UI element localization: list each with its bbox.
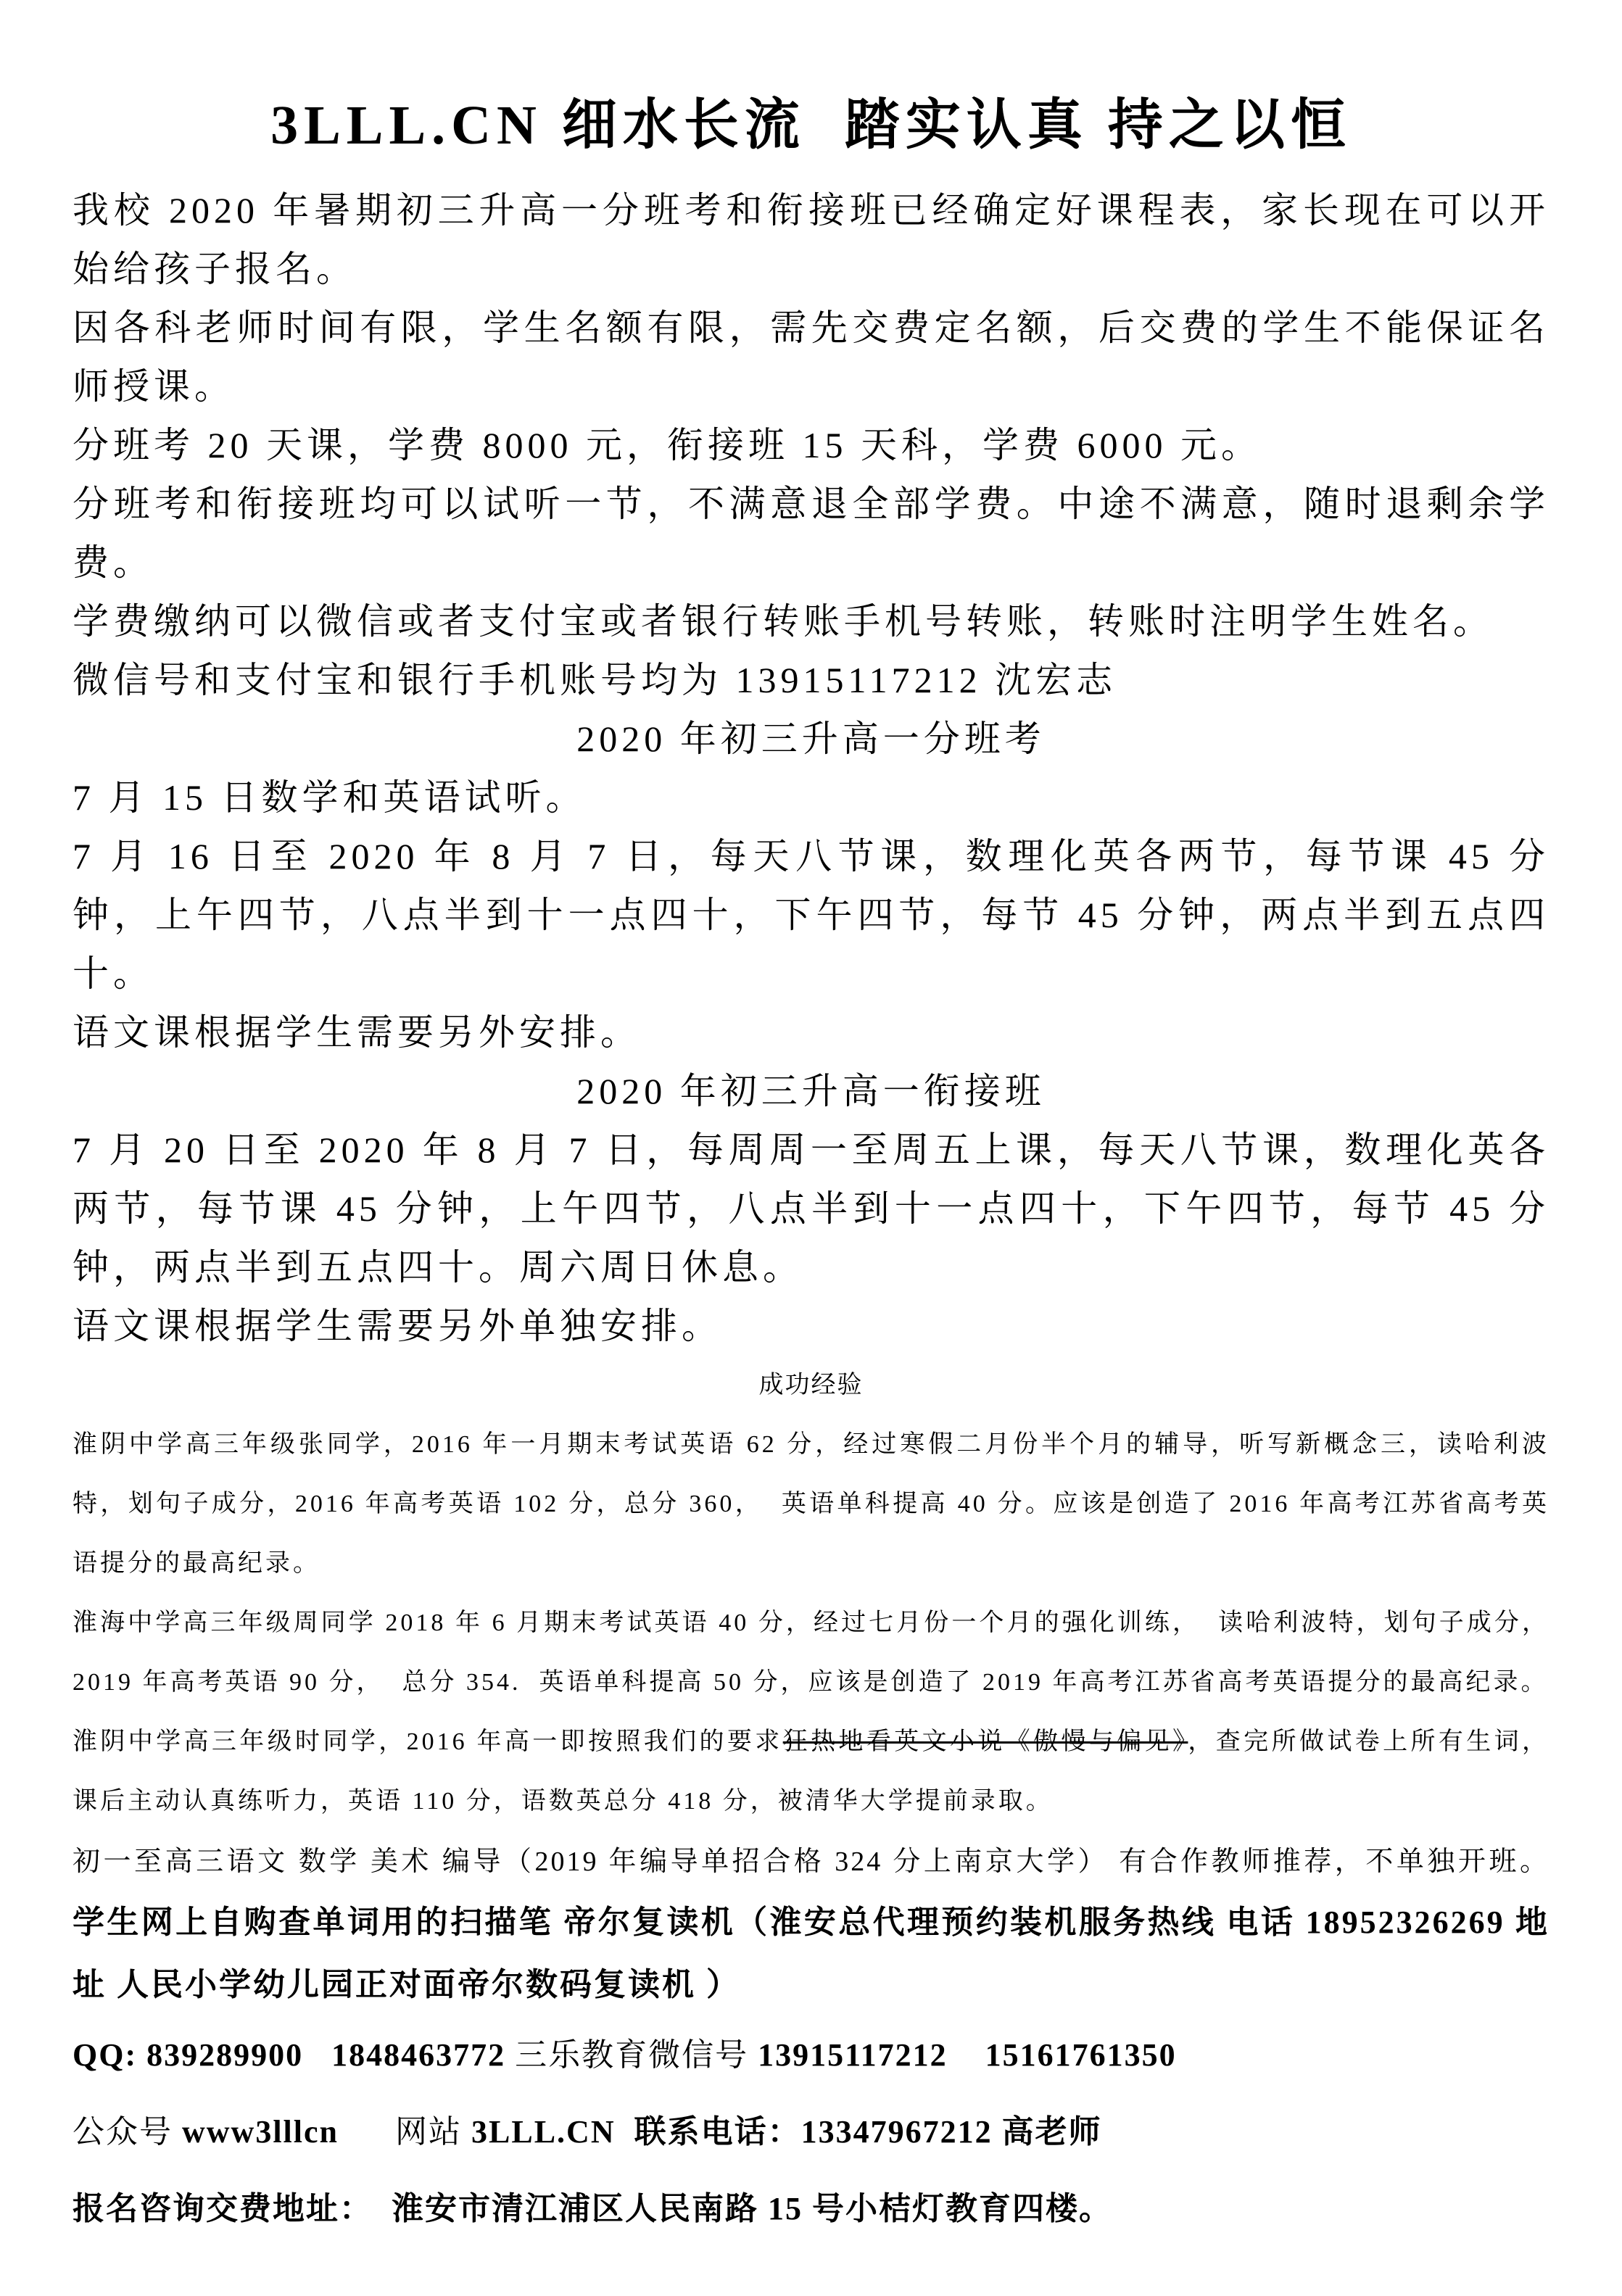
other-courses-regular-text: 初一至高三语文 数学 美术 编导（2019 年编导单招合格 324 分上南京大学） 有合作教师推荐，不单独开班。 — [73, 1847, 1577, 1877]
wechat-label: 三乐教育微信号 — [515, 2037, 758, 2073]
official-account-value: www3lllcn — [182, 2114, 339, 2150]
contact-phone-text: 联系电话：13347967212 高老师 — [615, 2114, 1102, 2150]
success-story-1: 淮阴中学高三年级张同学，2016 年一月期末考试英语 62 分，经过寒假二月份半个月的辅导，听写新概念三，读哈利波特，划句子成分，2016 年高考英语 102 分，总分 360， 英语单科提高 40 分。应该是创造了 2016 年高考江苏省高考英语提分的最高纪录。 — [73, 1431, 1549, 1577]
story3-text-before: 淮阴中学高三年级时同学，2016 年高一即按照我们的要求 — [73, 1728, 783, 1755]
story3-strikethrough-text: 狂热地看英文小说《傲慢与偏见》 — [782, 1728, 1188, 1755]
bridge-class-paragraph-1: 7 月 20 日至 2020 年 8 月 7 日，每周周一至周五上课，每天八节课，数理化英各两节，每节课 45 分钟，上午四节，八点半到十一点四十，下午四节，每节 45 分钟，两点半到五点四十。周六周日休息。 — [73, 1130, 1549, 1288]
placement-exam-heading: 2020 年初三升高一分班考 — [576, 718, 1046, 759]
contact-web-line — [73, 2094, 1549, 2171]
placement-exam-paragraph-1: 7 月 15 日数学和英语试听。 — [73, 777, 587, 818]
success-story-2: 淮海中学高三年级周同学 2018 年 6 月期末考试英语 40 分，经过七月份一个月的强化训练， 读哈利波特，划句子成分，2019 年高考英语 90 分， 总分 354. 英语单科提高 50 分，应该是创造了 2019 年高考江苏省高考英语提分的最高纪录。 — [73, 1609, 1549, 1696]
intro-paragraph-1: 我校 2020 年暑期初三升高一分班考和衔接班已经确定好课程表，家长现在可以开始给孩子报名。 — [73, 190, 1549, 289]
intro-paragraph-6: 微信号和支付宝和银行手机账号均为 13915117212 沈宏志 — [73, 660, 1117, 700]
website-value: 3LLL.CN — [471, 2114, 616, 2150]
contact-address-line: 报名咨询交费地址： 淮安市清江浦区人民南路 15 号小桔灯教育四楼。 — [73, 2191, 1112, 2226]
intro-paragraph-2: 因各科老师时间有限，学生名额有限，需先交费定名额，后交费的学生不能保证名师授课。 — [73, 307, 1549, 407]
page-title: 3LLL.CN 细水长流 踏实认真 持之以恒 — [270, 95, 1352, 156]
placement-exam-paragraph-2: 7 月 16 日至 2020 年 8 月 7 日，每天八节课，数理化英各两节，每节课 45 分钟，上午四节，八点半到十一点四十，下午四节，每节 45 分钟，两点半到五点四十。 — [73, 836, 1549, 994]
placement-exam-paragraph-3: 语文课根据学生需要另外安排。 — [73, 1012, 641, 1053]
story3-text-after: ，查完所做试卷上所有生词，课后主动认真练听力，英语 110 分，语数英总分 418 分，被清华大学提前录取。 — [73, 1728, 1550, 1815]
intro-paragraph-4: 分班考和衔接班均可以试听一节，不满意退全部学费。中途不满意，随时退剩余学费。 — [73, 484, 1549, 583]
intro-paragraph-3: 分班考 20 天课，学费 8000 元，衔接班 15 天科，学费 6000 元。 — [73, 425, 1262, 465]
intro-paragraph-5: 学费缴纳可以微信或者支付宝或者银行转账手机号转账，转账时注明学生姓名。 — [73, 601, 1494, 642]
other-courses-bold-text: 学生网上自购查单词用的扫描笔 帝尔复读机（淮安总代理预约装机服务热线 电话 18952326269 地址 人民小学幼儿园正对面帝尔数码复读机 ） — [73, 1905, 1549, 2002]
qq-numbers-text: QQ: 839289900 1848463772 — [73, 2037, 516, 2073]
success-section-heading: 成功经验 — [758, 1372, 864, 1398]
success-story-3 — [73, 1712, 1549, 1831]
bridge-class-heading: 2020 年初三升高一衔接班 — [576, 1071, 1046, 1111]
wechat-numbers-text: 13915117212 15161761350 — [758, 2037, 1177, 2073]
other-courses-paragraph — [73, 1831, 1577, 2017]
contact-block — [73, 2017, 1549, 2247]
contact-qq-line — [73, 2017, 1549, 2094]
official-account-label: 公众号 — [73, 2114, 182, 2150]
bridge-class-paragraph-2: 语文课根据学生需要另外单独安排。 — [73, 1306, 722, 1346]
website-label: 网站 — [339, 2114, 471, 2150]
